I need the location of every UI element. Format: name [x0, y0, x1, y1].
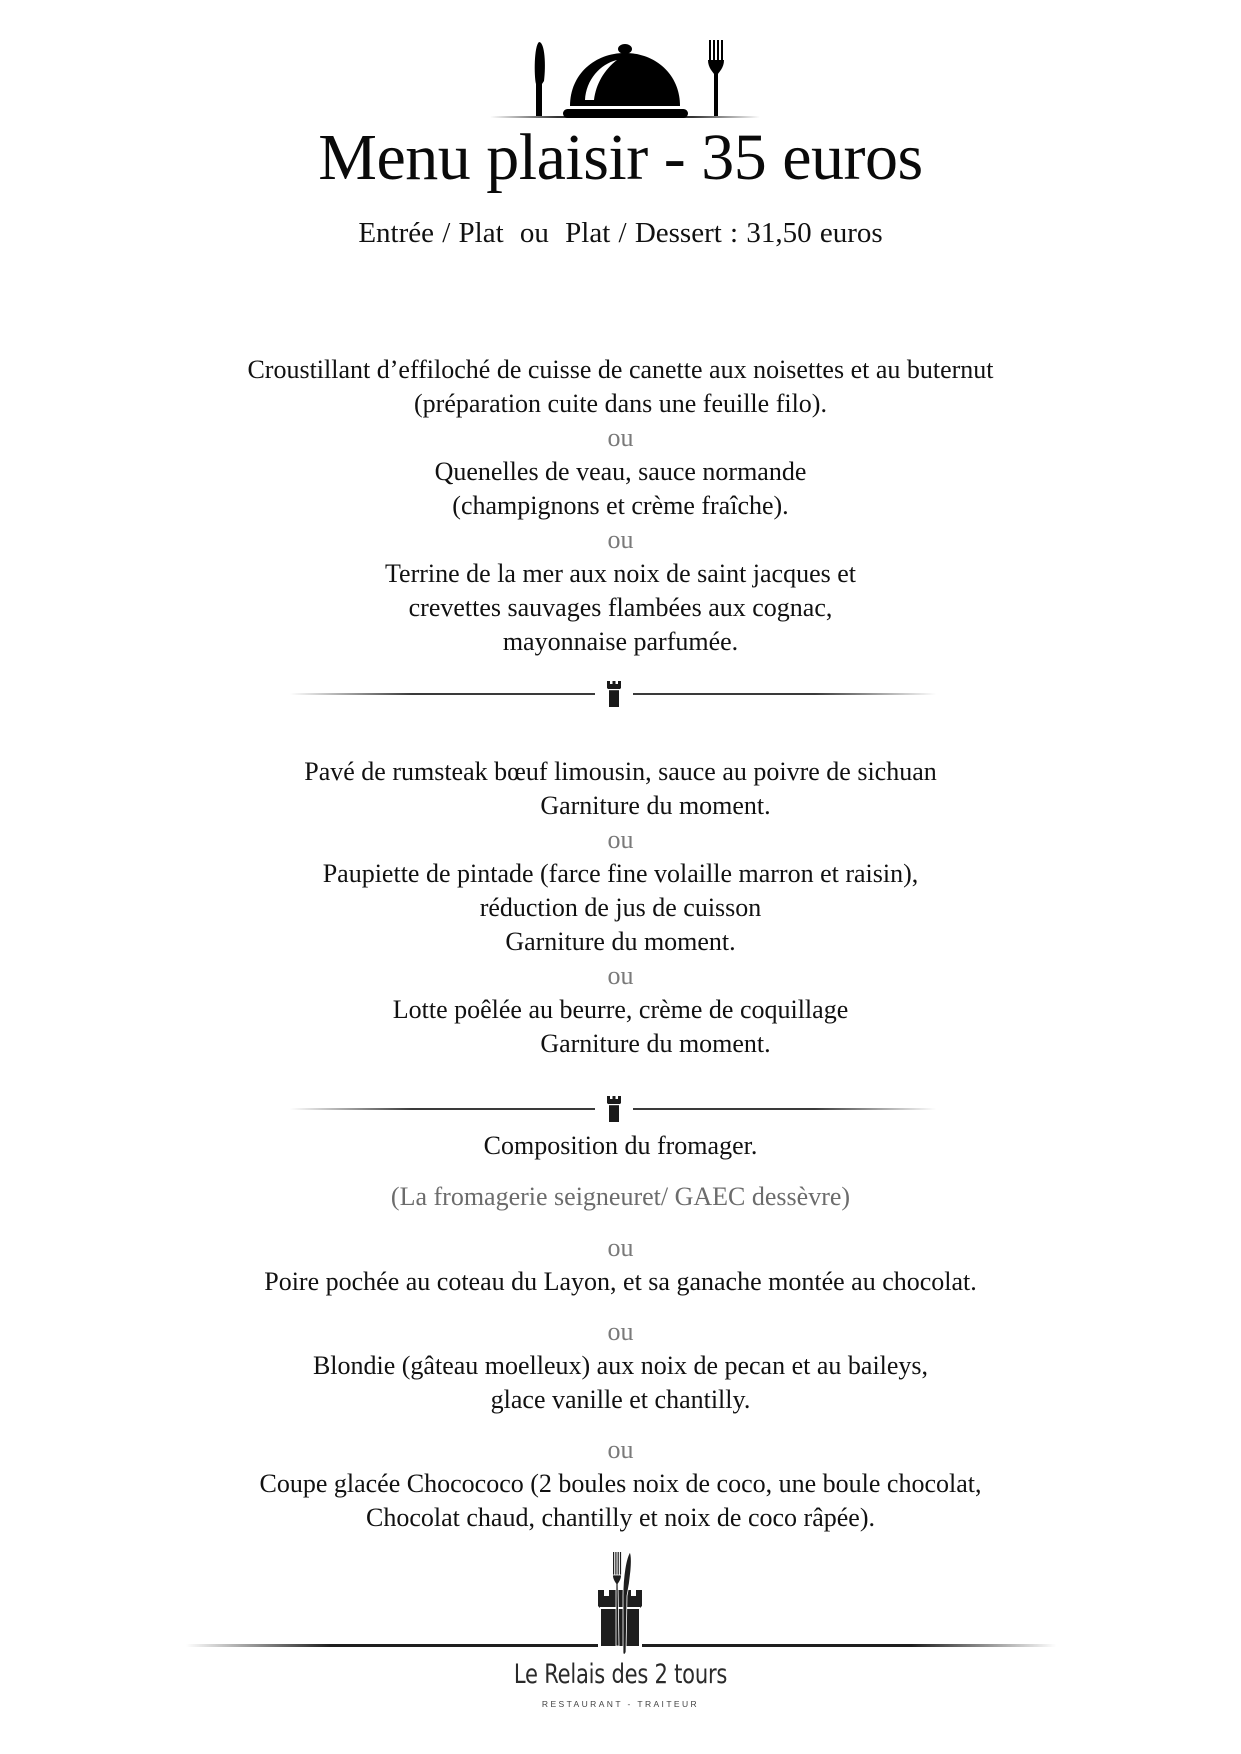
entree-item-2-line-1: Quenelles de veau, sauce normande — [434, 457, 807, 486]
brand-name: Le Relais des 2 tours — [513, 1659, 728, 1690]
section-divider — [290, 1091, 936, 1127]
plat-item-2-line-2: réduction de jus de cuisson — [479, 893, 762, 922]
plat-item-3-line-2: Garniture du moment. — [540, 1029, 771, 1058]
or-separator: ou — [607, 1435, 634, 1464]
or-separator: ou — [607, 825, 634, 854]
plat-item-1-line-2: Garniture du moment. — [540, 791, 771, 820]
tower-icon — [606, 680, 622, 708]
entree-item-3-line-3: mayonnaise parfumée. — [502, 627, 739, 656]
entree-item-1-line-2: (préparation cuite dans une feuille filo). — [414, 389, 827, 418]
dessert-item-3-line-1: Coupe glacée Chocococo (2 boules noix de coco, une boule chocolat, — [259, 1469, 982, 1498]
or-separator: ou — [607, 525, 634, 554]
cheese-course: Composition du fromager. — [483, 1131, 758, 1160]
dessert-item-3-line-2: Chocolat chaud, chantilly et noix de coco râpée). — [366, 1503, 875, 1532]
plat-item-1-line-1: Pavé de rumsteak bœuf limousin, sauce au poivre de sichuan — [304, 757, 937, 786]
cheese-supplier: (La fromagerie seigneuret/ GAEC dessèvre) — [390, 1182, 851, 1211]
dessert-item-1-line-1: Poire pochée au coteau du Layon, et sa ganache montée au chocolat. — [264, 1267, 977, 1296]
divider-rule — [633, 693, 936, 695]
footer-rule — [186, 1644, 598, 1647]
subtitle-part-2: Plat / Dessert : 31,50 euros — [565, 217, 883, 249]
plat-item-3-line-1: Lotte poêlée au beurre, crème de coquillage — [392, 995, 849, 1024]
divider-rule — [633, 1108, 936, 1110]
entree-item-3-line-2: crevettes sauvages flambées aux cognac, — [408, 593, 833, 622]
entree-item-3-line-1: Terrine de la mer aux noix de saint jacques et — [384, 559, 857, 588]
cloche-knife-fork-icon — [490, 36, 760, 126]
subtitle-connector: ou — [519, 217, 549, 249]
tower-fork-knife-icon — [590, 1552, 650, 1656]
brand-tagline: RESTAURANT - TRAITEUR — [541, 1699, 700, 1709]
subtitle-part-1: Entrée / Plat — [358, 217, 504, 249]
footer-rule — [642, 1644, 1056, 1647]
dessert-item-2-line-2: glace vanille et chantilly. — [490, 1385, 751, 1414]
section-divider — [290, 676, 936, 712]
entree-item-1-line-1: Croustillant d’effiloché de cuisse de canette aux noisettes et au buternut — [247, 355, 994, 384]
or-separator: ou — [607, 961, 634, 990]
half-menu-price — [0, 215, 1241, 251]
tower-icon — [606, 1095, 622, 1123]
entree-item-2-line-2: (champignons et crème fraîche). — [452, 491, 789, 520]
page-title: Menu plaisir - 35 euros — [318, 121, 923, 194]
plat-item-2-line-1: Paupiette de pintade (farce fine volaille marron et raisin), — [322, 859, 919, 888]
or-separator: ou — [607, 423, 634, 452]
or-separator: ou — [607, 1317, 634, 1346]
or-separator: ou — [607, 1233, 634, 1262]
divider-rule — [290, 1108, 595, 1110]
plat-item-2-line-3: Garniture du moment. — [505, 927, 736, 956]
divider-rule — [290, 693, 595, 695]
dessert-item-2-line-1: Blondie (gâteau moelleux) aux noix de pecan et au baileys, — [312, 1351, 929, 1380]
